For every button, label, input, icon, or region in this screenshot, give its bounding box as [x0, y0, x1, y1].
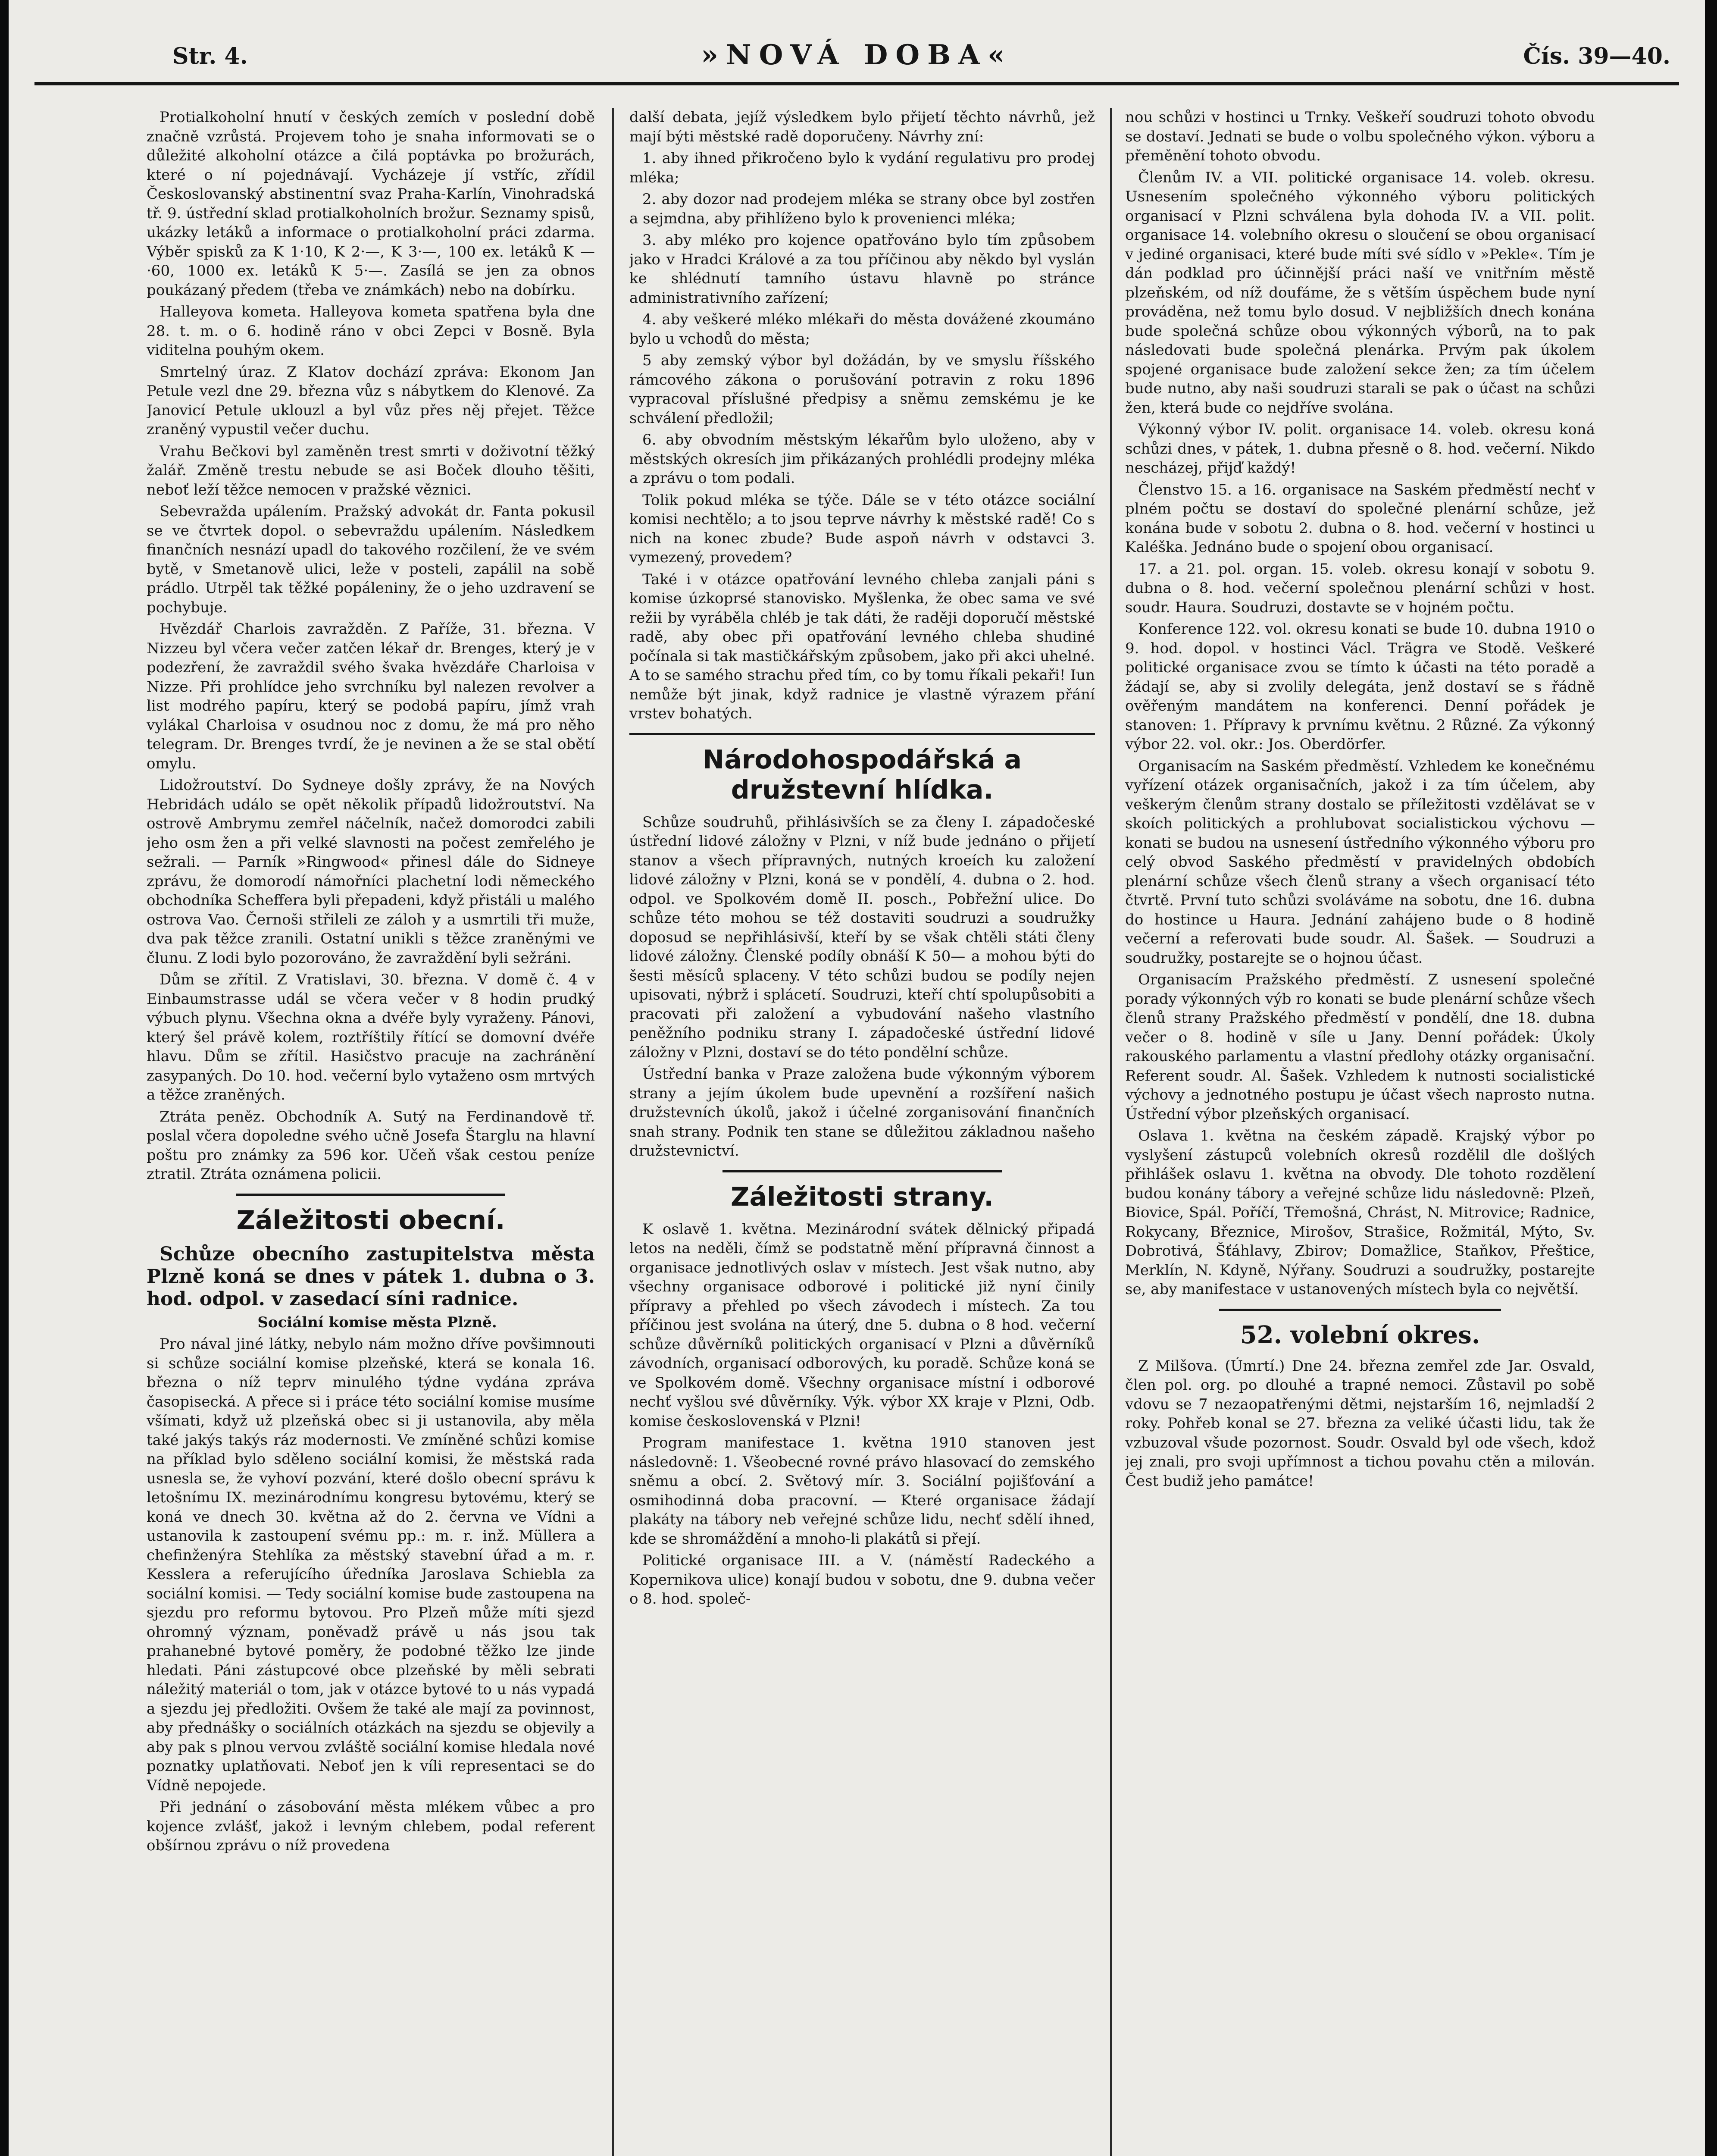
article-self-immolation: Sebevražda upálením. Pražský advokát dr. Fanta pokusil se ve čtvrtek dopol. o sebevraždu upálením. Následkem finančních nesnází upadl do takového rozčilení, že ve svém bytě, v Smetanově ulici, leže v posteli, zapálil na sobě prádlo. Utrpěl tak těžké popáleniny, že o jeho uzdravení se pochybuje. — [147, 503, 595, 616]
proposal-item: 5 aby zemský výbor byl dožádán, by ve smyslu říšského rámcového zákona o porušování potravin z roku 1896 vypracoval příslušné předpisy a sněmu zemskému je ke schválení předložil; — [629, 352, 1095, 427]
article-conference: Konference 122. vol. okresu konati se bude 10. dubna 1910 o 9. hod. dopol. v hostinci Václ. Trägra ve Stodě. Veškeré politické organisace zvou se tímto k účasti na této poradě a žádají se, aby si zvolily delegáta, jenž dostaví se s řádně ověřeným mandátem na konferenci. Denní pořádek je stanoven: 1. Přípravy k prvnímu květnu. 2 Různé. Za výkonný výbor 22. vol. okr.: Jos. Oberdörfer. — [1125, 620, 1595, 753]
column-divider — [612, 108, 614, 2156]
article-lost-money: Ztráta peněz. Obchodník A. Sutý na Ferdinandově tř. poslal včera dopoledne svého učně Josefa Štarglu na hlavní poštu pro známky za 596 kor. Učeň však cestou peníze ztratil. Ztráta oznámena policii. — [147, 1108, 595, 1183]
article-social-commission: Pro nával jiné látky, nebylo nám možno dříve povšimnouti si schůze sociální komise plzeňské, která se konala 16. března o níž teprv minulého týdne vydána zpráva časopisecká. A přece si i práce této sociální komise musíme všímati, když už plzeňská obec si ji ustanovila, aby měla také jakýs takýs ráz modernosti. Ve zmíněné schůzi komise na příklad bylo sděleno sociální komisi, že městská rada usnesla se, že vyhoví pozvání, které došlo obecní správu k letošnímu IX. mezinárodnímu kongresu bytovému, který se koná ve dnech 30. května až do 2. června ve Vídni a ustanovila k zastoupení svému pp.: m. r. inž. Müllera a chefinženýra Stehlíka za městský stavební úřad a m. r. Kesslera a referujícího úředníka Jaroslava Schiebla za sociální komisi. — Tedy sociální komise bude zastoupena na sjezdu pro reformu bytovou. Pro Plzeň může míti sjezd ohromný význam, poněvadž právě u nás jsou tak prahanebné bytové poměry, že podobné těžko lze jinde hledati. Páni zástupcové obce plzeňské by měli sebrati náležitý materiál o tom, jak v otázce bytové to u nás vypadá a sjezdu jej předložiti. Ovšem že také ale mají za povinnost, aby přednášky o sociálních otázkách na sjezdu se objevily a aby pak s plnou vervou zvláště sociální komise hledala nové poznatky uplatňovati. Neboť jen k víli representaci se do Vídně nepojede. — [147, 1335, 595, 1794]
article-saxon-suburb: Členstvo 15. a 16. organisace na Saském předměstí nechť v plném počtu se dostaví do společné plenární schůze, jež konána bude v sobotu 2. dubna o 8. hod. večerní v hostinci u Kaléška. Jednáno bude o spojení obou organisací. — [1125, 481, 1595, 556]
column-divider — [1110, 108, 1112, 2156]
section-heading-party: Záležitosti strany. — [730, 1181, 994, 1212]
column-1 — [147, 108, 595, 2156]
proposal-item: 4. aby veškeré mléko mlékaři do města dovážené zkoumáno bylo u vchodů do města; — [629, 311, 1095, 348]
article-org-iv-vii: Členům IV. a VII. politické organisace 14. voleb. okresu. Usnesením společného výkonného výboru politických organisací v Plzni schválena byla dohoda IV. a VII. polit. organisace 14. volebního okresu o sloučení se obou organisací v jediné organisaci, které bude míti své sídlo v »Peklе«. Tím je dán podklad pro účinnější práci naší ve vnitřním městě plzeňském, od níž doufáme, že s větším úspěchem bude nyní prováděna, než tomu bylo dosud. V nejbližších dnech konána bude společná schůze obou výkonných výborů, na to pak následovati bude společná plenárka. Prvým pak úkolem spojené organisace bude založení sekce žen; za tím účelem bude nutno, aby naši soudruzi starali se pak o účast na schůzi žen, která bude co nejdříve svolána. — [1125, 169, 1595, 417]
article-milk-supply: Při jednání o zásobování města mlékem vůbec a pro kojence zvlášť, jakož i levným chlebem, podal referent obšírnou zprávu o níž provedena — [147, 1799, 595, 1854]
article-bocek: Vrahu Bečkovi byl zaměněn trest smrti v doživotní těžký žalář. Změně trestu nebude se asi Boček dlouho těšiti, neboť leží těžce nemocen v pražské věznici. — [147, 442, 595, 498]
article-trnka-meeting: nou schůzi v hostinci u Trnky. Veškeří soudruzi tohoto obvodu se dostaví. Jednati se bude o volbu společného výkon. výboru a přeměnění tohoto obvodu. — [1125, 109, 1595, 164]
article-may-west: Oslava 1. května na českém západě. Krajský výbor po vyslyšení zástupců volebních okresů rozdělil dle došlých přihlášek oslavu 1. května na obvody. Dle tohoto rozdělení budou konány tábory a veřejné schůze lidu následovně: Plzeň, Biovice, Spál. Poříčí, Třemošná, Chrást, N. Mitrovice; Radnice, Rokycany, Březnice, Mirošov, Strašice, Rožmitál, Mýto, Sv. Dobrotivá, Šťáhlavy, Zbirov; Domažlice, Staňkov, Přeštice, Merklín, N. Kdyně, Nýřany. Soudruzi a soudružky, postarejte se, aby manifestace v ustanovených místech byla co největší. — [1125, 1127, 1595, 1298]
proposal-item: 2. aby dozor nad prodejem mléka se strany obce byl zostřen a sejmdna, aby přihlíženo bylo k provenienci mléka; — [629, 191, 1095, 227]
separator-rule — [1219, 1309, 1501, 1311]
article-obituary: Z Milšova. (Úmrtí.) Dne 24. března zemřel zde Jar. Osvald, člen pol. org. po dlouhé a trapné nemoci. Zůstavil po sobě vdovu se 7 nezaopatřenými dětmi, nejstarším 16, nejmladší 2 roky. Pohřeb konal se 27. března za veliké účasti lidu, tak že vzbuzoval všude pozornost. Soudr. Osvald byl ode všech, kdož jej znali, pro svoji upřímnost a tichou povahu ctěn a milován. Čest budiž jeho památce! — [1125, 1357, 1595, 1490]
column-2 — [629, 108, 1095, 2156]
newspaper-title: »NOVÁ DOBA« — [701, 39, 1013, 71]
article-org-17-21: 17. a 21. pol. organ. 15. voleb. okresu konají v sobotu 9. dubna o 8. hod. večerní společnou plenární schůzi v host. soudr. Haura. Soudruzi, dostavte se v hojném počtu. — [1125, 560, 1595, 616]
article-saxon-orgs: Organisacím na Saském předměstí. Vzhledem ke konečnému vyřízení otázek organisačních, jakož i za tím účelem, aby veškerým členům strany dostalo se příležitosti vzdělávat se v skoích politických a prohlubovat socialistickou výchovu — konati se budou na usnesení ústředního výkonného výboru pro celý obvod Saského předměstí v pravidelných obdobích plenární schůze všech členů strany a všech organisací této čtvrtě. První tuto schůzi svoláváme na sobotu, dne 16. dubna do hostince u Haura. Jednání zahájeno bude o 8 hodině večerní a referovati bude soudr. Al. Šašek. — Soudruzi a soudružky, postarejte se o hojnou účast. — [1125, 757, 1595, 967]
article-milk-commentary: Tolik pokud mléka se týče. Dále se v této otázce sociální komisi nechtělo; a to jsou teprve návrhy k městské radě! Co s nich na konec zbude? Bude aspoň návrh v odstavci 3. vymezený, provedem? — [629, 491, 1095, 566]
column-3 — [1125, 108, 1595, 2156]
subheading-social-commission: Sociální komise města Plzně. — [257, 1313, 497, 1331]
separator-rule — [236, 1194, 505, 1196]
page-number: Str. 4. — [172, 43, 248, 69]
section-heading-municipal: Záležitosti obecní. — [236, 1205, 505, 1235]
article-exec-committee: Výkonný výbor IV. polit. organisace 14. voleb. okresu koná schůzi dnes, v pátek, 1. dubna přesně o 8. hod. večerní. Nikdo nescházej, přijď každý! — [1125, 421, 1595, 476]
section-heading-economy: Národohospodářská a družstevní hlídka. — [702, 744, 1022, 805]
issue-number: Čís. 39—40. — [1523, 43, 1670, 69]
article-may-program: Program manifestace 1. května 1910 stanoven jest následovně: 1. Všeobecné rovné právo hlasovací do zemského sněmu a obcí. 2. Světový mír. 3. Sociální pojišťování a osmihodinná doba pracovní. — Které organisace žádají plakáty na tábory neb veřejné schůze lidu, nechť sdělí ihned, kde se shromáždění a mnoho-li plakátů si přejí. — [629, 1434, 1095, 1548]
article-council-meeting: Schůze obecního zastupitelstva města Plzně koná se dnes v pátek 1. dubna o 3. hod. odpol. v zasedací síni radnice. — [147, 1243, 595, 1310]
article-bread: Také i v otázce opatřování levného chleba zanjali páni s komise úzkoprsé stanovisko. Myšlenka, že obec sama ve své režii by vyráběla chléb je tak dáti, že raději doporučí městské radě, aby obec při opatřování levného chleba shudiné počínala si tak mastičkářským způsobem, jako při akci uhelné. A to se samého strachu před tím, co by tomu říkali pekaři! Iun nemůže být jinak, když radnice je vlastně výrazem přání vrstev bohatých. — [629, 570, 1095, 722]
article-savings-bank: Schůze soudruhů, přihlásivších se za členy I. západočeské ústřední lidové záložny v Plzni, v níž bude jednáno o přijetí stanov a všech přípravných, nutných kroeích ku založení lidové záložny v Plzni, koná se v pondělí, 4. dubna o 2. hod. odpol. ve Spolkovém domě II. posch., Pobřežní ulice. Do schůze této mohou se též dostaviti soudruzi a soudružky doposud se nepřihlásivší, kteří by se však chtěli státi členy lidové záložny. Členské podíly obnáší K 50— a mohou býti do šesti měsíců splaceny. V této schůzi budou se podíly nejen upisovati, nýbrž i splácetí. Soudruzi, kteří chtí spolupůsobiti a pracovati při založení a vybudování našeho vlastního peněžního podniku strany I. západočeské ústřední lidové záložny v Plzni, dostaví se do této pondělní schůze. — [629, 813, 1095, 1061]
article-debate: další debata, jejíž výsledkem bylo přijetí těchto návrhů, jež mají býti městské radě doporučeny. Návrhy zní: — [629, 109, 1095, 145]
separator-rule — [722, 1170, 1002, 1172]
article-house-collapse: Dům se zřítil. Z Vratislavi, 30. března. V domě č. 4 v Einbaumstrasse udál se včera večer v 8 hodin prudký výbuch plynu. Všechna okna a dvéře byly vyraženy. Pánovi, který šel právě kolem, roztříštily řítící se domovní dvéře hlavu. Dům se zřítil. Hasičstvo pracuje na zachránění zasypaných. Do 10. hod. večerní bylo vytaženo osm mrtvých a těžce zraněných. — [147, 971, 595, 1103]
section-heading-district-52: 52. volební okres. — [1240, 1320, 1480, 1349]
article-central-bank: Ústřední banka v Praze založena bude výkonným výborem strany a jejím úkolem bude upevnění a rozšíření našich družstevních úkolů, jakož i účelné zorganisování finančních snah strany. Podnik ten stane se důležitou základnou našeho družstevnictví. — [629, 1065, 1095, 1159]
article-halley-comet: Halleyova kometa. Halleyova kometa spatřena byla dne 28. t. m. o 6. hodině ráno v obci Zepci v Bosně. Byla viditelna pouhým okem. — [147, 303, 595, 359]
proposal-item: 6. aby obvodním městským lékařům bylo uloženo, aby v městských okresích jim přikázaných prohlédli prodejny mléka a zprávu o tom podali. — [629, 431, 1095, 487]
article-alcohol: Protialkoholní hnutí v českých zemích v poslední době značně vzrůstá. Projevem toho je snaha informovati se o důležité alkoholní otázce a čilá poptávka po brožurách, které o ní pojednávají. Vycházeje jí vstříc, zřídil Českoslovanský abstinentní svaz Praha-Karlín, Vinohradská tř. 9. ústřední sklad protialkoholních brožur. Seznamy spisů, ukázky letáků a informace o protialkoholní práci zdarma. Výběr spisků za K 1·10, K 2·—, K 3·—, 100 ex. letáků K —·60, 1000 ex. letáků K 5·—. Zasílá se jen za obnos poukázaný předem (třeba ve známkách) nebo na dobírku. — [147, 109, 595, 299]
article-fatal-accident: Smrtelný úraz. Z Klatov dochází zpráva: Ekonom Jan Petule vezl dne 29. března vůz s nábytkem do Klenové. Za Janovicí Petule uklouzl a byl vůz přes něj přejet. Těžce zraněný vypustil večer duchu. — [147, 363, 595, 438]
proposal-item: 1. aby ihned přikročeno bylo k vydání regulativu pro prodej mléka; — [629, 150, 1095, 186]
separator-rule — [629, 733, 1095, 735]
newspaper-page — [9, 0, 1705, 2156]
article-charlois: Hvězdář Charlois zavražděn. Z Paříže, 31. března. V Nizzeu byl včera večer zatčen lékař dr. Brenges, který je v podezření, že zavraždil svého švaka hvězdáře Charloisa v Nizze. Při prohlídce jeho svrchníku byl nalezen revolver a list modrého papíru, který se podobá papíru, jímž vrah vylákal Charloisa v osudnou noc z domu, že má pro něho telegram. Dr. Brenges tvrdí, že je nevinen a že se stal obětí omylu. — [147, 620, 595, 772]
page-header — [34, 26, 1679, 85]
article-cannibalism: Lidožroutství. Do Sydneye došly zprávy, že na Nových Hebridách událo se opět několik případů lidožroutství. Na ostrově Ambrymu zemřel náčelník, načež domorodci zabili jeho osm žen a při velké slavnosti na počest zemřelého je sežrali. — Parník »Ringwood« přinesl dále do Sidneye zprávu, že domorodí námořníci plachetní lodi německého obchodníka Scheffera byli přepadeni, když přistáli u malého ostrova Vao. Černoši střileli ze záloh y a usmrtili tři muže, dva pak těžce zranili. Ostatní unikli s těžce zraněnými ve člunu. Z lodi bylo pozorováno, že zavraždění byli sežráni. — [147, 777, 595, 967]
proposal-item: 3. aby mléko pro kojence opatřováno bylo tím způsobem jako v Hradci Králové a za tou příčinou aby někdo byl vyslán ke shlédnutí tamního ústavu hlavně po stránce administrativního zařízení; — [629, 232, 1095, 307]
article-may-day: K oslavě 1. května. Mezinárodní svátek dělnický připadá letos na neděli, čímž se podstatně mění přípravná činnost a organisace jednotlivých oslav v místech. Jest však nutno, aby všechny organisace odborové i politické již nyní činily přípravy a přehled po všech závodech i místech. Za tou příčinou jest svolána na úterý, dne 5. dubna o 8 hod. večerní schůze důvěrníků politických organisací v Plzni a důvěrníků závodních, organisací odborových, ku poradě. Schůze koná se ve Spolkovém domě. Všechny organisace místní i odborové nechť vyšlou své důvěrníky. Výk. výbor XX kraje v Plzni, Odb. komise československá v Plzni! — [629, 1220, 1095, 1430]
article-prague-suburb: Organisacím Pražského předměstí. Z usnesení společné porady výkonných výb ro konati se bude plenární schůze všech členů strany Pražského předměstí v pondělí, dne 18. dubna večer o 8. hodině v síle u Jany. Denní pořádek: Úkoly rakouského parlamentu a vlastní předlohy otázky organisační. Referent soudr. Al. Šašek. Vzhledem k nutnosti socialistické výchovy a jednotného postupu je účast všech naprosto nutna. Ústřední výbor plzeňských organisací. — [1125, 971, 1595, 1123]
article-political-org: Politické organisace III. a V. (náměstí Radeckého a Kopernikova ulice) konají budou v sobotu, dne 9. dubna večer o 8. hod. společ- — [629, 1552, 1095, 1608]
